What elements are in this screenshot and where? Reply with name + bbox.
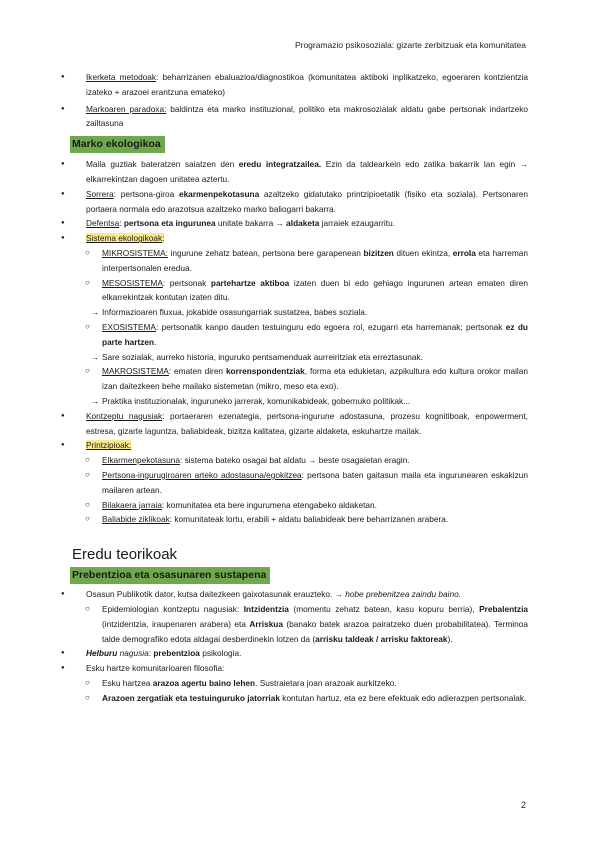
t: : pertsona baten gaitasun maila eta ingurunearen eskakizun mailaren artean. bbox=[102, 469, 528, 495]
running-header: Programazio psikosoziala: gizarte zerbitzuak eta komunitatea bbox=[294, 40, 526, 50]
t: ez du parte hartzen bbox=[102, 321, 528, 347]
list-item bbox=[58, 157, 528, 187]
list-item bbox=[58, 187, 528, 217]
term: MAKROSISTEMA bbox=[102, 366, 169, 377]
t: Ezin da taldearkein edo zatika bakarrik lan egin → elkarrekintzan dagoen unitatea aztertu. bbox=[86, 159, 528, 184]
t: Maila guztiak bateratzen saiatzen den bbox=[86, 159, 239, 170]
sub-item bbox=[58, 602, 528, 646]
arrow-item bbox=[58, 305, 528, 320]
sub-item bbox=[58, 468, 528, 498]
term: Ikerketa metodoak bbox=[86, 72, 157, 82]
t: Epidemiologian kontzeptu nagusiak: bbox=[102, 603, 244, 614]
item-text: : beharrizanen ebaluazioa/diagnostikoa (komunitatea aktiboki inplikatzeko, egoeraren kontzientzia izateko + arazoei erantzuna emateko) bbox=[86, 72, 528, 97]
t: ). bbox=[447, 633, 453, 644]
list-item bbox=[58, 646, 528, 661]
t: arrisku taldeak / arrisku faktoreak bbox=[315, 633, 448, 644]
term: Defentsa bbox=[86, 218, 120, 229]
sub-item bbox=[58, 453, 528, 468]
term: Sistema ekologikoak bbox=[86, 233, 163, 244]
sub-item-macro bbox=[58, 364, 528, 394]
heading-text: Marko ekologikoa bbox=[70, 136, 165, 153]
t: : pertsonak bbox=[162, 277, 211, 288]
arrow-icon: → bbox=[91, 307, 100, 318]
t: kontutan hartuz, eta ez bere efektuak edo adierazpen pertsonalak. bbox=[279, 692, 527, 703]
t: eta harreman interpertsonalen eredua. bbox=[102, 247, 528, 273]
t: . bbox=[154, 336, 157, 347]
t: azaltzeko gidatutako printzipioetatik (fisiko eta soziala). Pertsonaren portaera normala edo arazotsua azaltzeko marko baliogarri bakarra. bbox=[86, 188, 528, 214]
t: nagusia bbox=[117, 648, 149, 659]
page-content bbox=[58, 70, 528, 705]
t: erroIa bbox=[452, 247, 476, 258]
t: Esku hartze komunitarioaren filosofia: bbox=[86, 663, 225, 674]
t: : komunitatea eta bere ingurumena etengabeko aldaketan. bbox=[161, 499, 377, 510]
sub-item-exo bbox=[58, 320, 528, 350]
arrow-item bbox=[58, 394, 528, 409]
term: Sorrera bbox=[86, 188, 114, 199]
list-item bbox=[58, 438, 528, 453]
t: Intzidentzia bbox=[243, 603, 289, 614]
t: aldaketa bbox=[286, 218, 320, 229]
term: Elkarmenpekotasuna bbox=[102, 455, 180, 466]
t: prebentzioa bbox=[153, 648, 200, 659]
t: psikologia. bbox=[199, 648, 242, 659]
arrow-item bbox=[58, 350, 528, 365]
list-item bbox=[58, 231, 528, 246]
t: pertsona eta ingurunea bbox=[123, 218, 216, 229]
t: : pertsonatik kanpo dauden testuinguru edo egoera rol, ezugarri eta harremanak; pertsonak bbox=[155, 321, 506, 332]
t: ingurune zehatz batean, pertsona bere garapenean bbox=[167, 247, 364, 258]
t: korrenspondentziak bbox=[225, 366, 305, 377]
t: (intzidentzia, iraupenaren arabera) eta bbox=[102, 618, 250, 629]
arrow-icon: → bbox=[91, 395, 100, 406]
t: Prebalentzia bbox=[479, 603, 528, 614]
t: : bbox=[148, 648, 154, 659]
t: partehartze aktiboa bbox=[210, 277, 290, 288]
term: Markoaren paradoxa: bbox=[86, 103, 167, 114]
t: ekarmenpekotasuna bbox=[178, 188, 260, 199]
page-number: 2 bbox=[520, 800, 526, 810]
item-text: baldintza eta marko instituzional, politiko eta makrosozialak aldatu gabe pertsonak indartzeko zailtasuna bbox=[86, 103, 528, 129]
term: Bilakaera jarraia bbox=[102, 499, 162, 510]
list-item bbox=[58, 102, 528, 132]
list-item bbox=[58, 661, 528, 676]
t: (momentu zehatz batean, kasu kopuru berria), bbox=[288, 603, 480, 614]
t: izaten duen bi edo gehiago ingurunen artean ematen diren elkarrekintzak kontutan izaten ditu. bbox=[102, 277, 529, 303]
t: . Sustraietara joan arazoak aurkitzeko. bbox=[255, 677, 397, 688]
t: Helburu bbox=[86, 648, 118, 659]
t: : bbox=[119, 218, 124, 229]
sub-item-micro bbox=[58, 246, 528, 276]
heading-text: Prebentzioa eta osasunaren sustapena bbox=[70, 567, 270, 584]
sub-item bbox=[58, 498, 528, 513]
section-heading-theory: Eredu teorikoak bbox=[72, 546, 178, 564]
t: eredu integratzailea. bbox=[238, 159, 322, 170]
t: jarraiek ezaugarritu. bbox=[319, 218, 396, 229]
term: Baliabide ziklikoak bbox=[102, 514, 170, 525]
sub-item-meso bbox=[58, 276, 528, 306]
t: unitate bakarra → bbox=[215, 218, 287, 229]
term: EXOSISTEMA bbox=[102, 321, 156, 332]
arrow-icon: → bbox=[91, 351, 100, 362]
term: MIKROSISTEMA: bbox=[102, 247, 168, 258]
t: dituen ekintza, bbox=[393, 247, 453, 258]
term: Pertsona-ingurugiroaren arteko adostasuna/egokitzea bbox=[102, 469, 302, 480]
term: MESOSISTEMA bbox=[102, 277, 163, 288]
t: Arazoen zergatiak eta testuinguruko jatorriak bbox=[102, 692, 280, 703]
t: arazoa agertu baino lehen bbox=[152, 677, 256, 688]
t: Praktika instituzionalak, inguruneko jarrerak, komunikabideak, gobernuko politikak... bbox=[102, 395, 411, 406]
t: (banako batek arazoa pairatzeko duen probabilitatea). Terminoa talde demografiko edota aldagai desberdinekin lotzen da ( bbox=[102, 618, 528, 644]
t: Informazioaren fluxua, jokabide osasungarriak sustatzea, babes soziala. bbox=[102, 307, 368, 318]
t: Arriskua bbox=[249, 618, 283, 629]
t: bizitzen bbox=[363, 247, 394, 258]
sub-item bbox=[58, 512, 528, 527]
subsection-heading bbox=[70, 567, 528, 584]
sub-item bbox=[58, 691, 528, 706]
t: hobe prebenitzea zaindu baino. bbox=[345, 589, 461, 600]
t: : sistema bateko osagai bat aldatu → beste osagaietan eragin. bbox=[179, 455, 410, 466]
t: : portaeraren ezenategia, pertsona-ingurune adostasuna, prozesu kognitiboak, enpowerment, estresa, gizarte laguntza, baliabideak, bizitza kalitatea, gizarte aldaketa, eskuhartze mailak. bbox=[86, 410, 528, 436]
list-item bbox=[58, 70, 528, 100]
section-heading-ecologic bbox=[70, 136, 528, 153]
term: Printzipioak: bbox=[86, 440, 132, 451]
t: : komunitateak lortu, erabili + aldatu baliabideak bere beharrizanen arabera. bbox=[169, 514, 449, 525]
t: : bbox=[162, 233, 165, 244]
t: , forma eta edukietan, azpikultura edo kultura orokor mailan izan daitezkeen behe mailako sistemetan (mikro, meso eta exo). bbox=[102, 366, 528, 392]
t: Esku hartzea bbox=[102, 677, 153, 688]
list-item bbox=[58, 216, 528, 231]
term: Kontzeptu nagusiak bbox=[86, 410, 163, 421]
t: : ematen diren bbox=[168, 366, 226, 377]
list-item bbox=[58, 587, 528, 602]
t: : pertsona-giroa bbox=[113, 188, 179, 199]
t: Osasun Publikotik dator, kutsa daitezkeen gaixotasunak erauzteko. → bbox=[86, 589, 346, 600]
t: Sare sozialak, aurreko historia, inguruko pentsamenduak aurreiritziak eta erreztasunak. bbox=[102, 351, 423, 362]
sub-item bbox=[58, 676, 528, 691]
list-item bbox=[58, 409, 528, 439]
